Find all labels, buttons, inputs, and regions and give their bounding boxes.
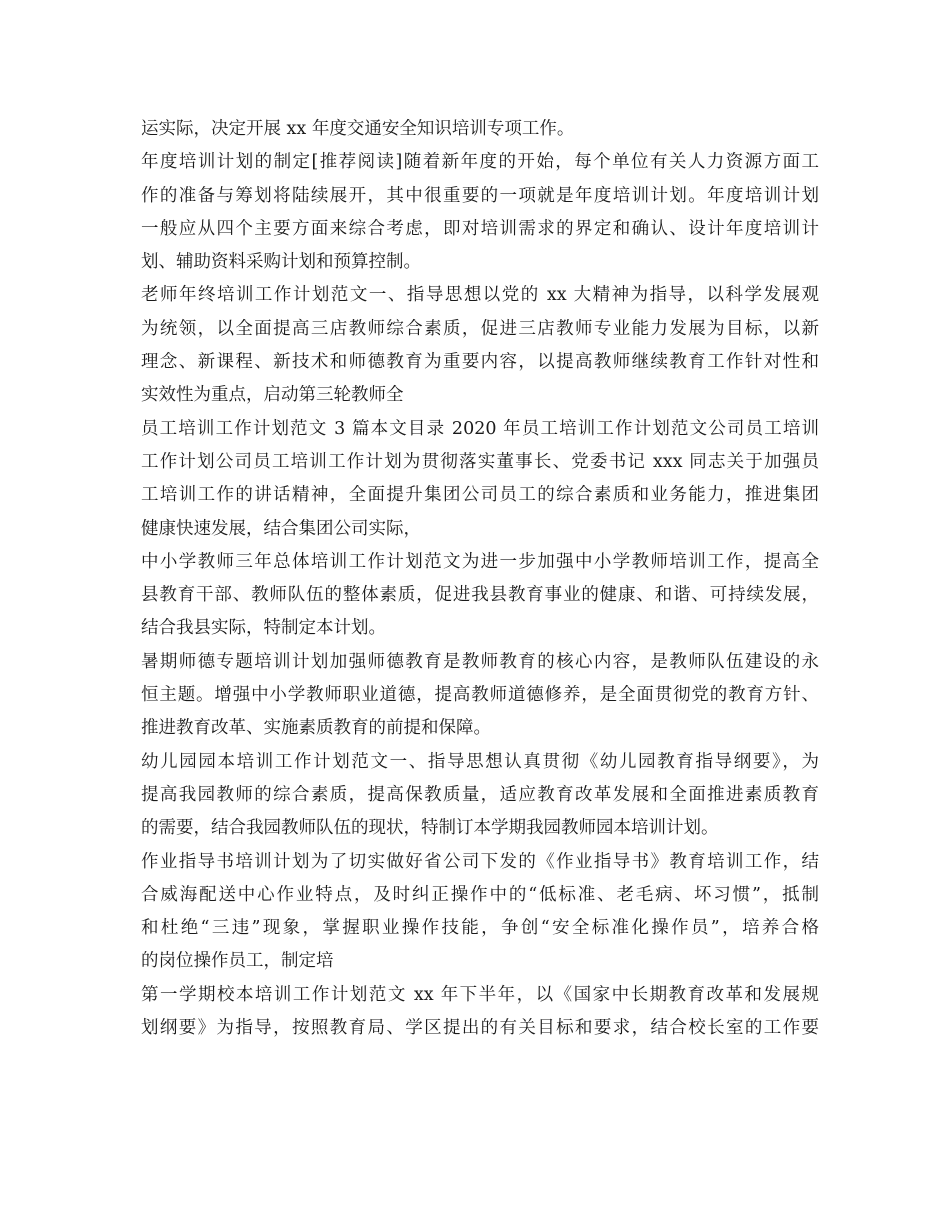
- text-line: 员工培训工作计划范文 3 篇本文目录 2020 年员工培训工作计划范文公司员工培训: [141, 418, 819, 439]
- text-line: 幼儿园园本培训工作计划范文一、指导思想认真贯彻《幼儿园教育指导纲要》，为: [141, 751, 819, 772]
- text-line: 暑期师德专题培训计划加强师德教育是教师教育的核心内容，是教师队伍建设的永: [141, 651, 819, 672]
- text-line: 县教育干部、教师队伍的整体素质，促进我县教育事业的健康、和谐、可持续发展，: [141, 585, 819, 606]
- text-line: 和杜绝“三违”现象，掌握职业操作技能，争创“安全标准化操作员”，培养合格: [141, 918, 819, 939]
- text-line: 为统领，以全面提高三店教师综合素质，促进三店教师专业能力发展为目标，以新: [141, 318, 819, 339]
- paragraph: [141, 979, 819, 1046]
- text-line: 工培训工作的讲话精神，全面提升集团公司员工的综合素质和业务能力，推进集团: [141, 485, 819, 506]
- text-line: 作业指导书培训计划为了切实做好省公司下发的《作业指导书》教育培训工作，结: [141, 851, 819, 872]
- text-line: 恒主题。增强中小学教师职业道德，提高教师道德修养，是全面贯彻党的教育方针、: [141, 685, 819, 706]
- paragraph: [141, 546, 819, 646]
- text-line: 实效性为重点，启动第三轮教师全: [141, 385, 404, 406]
- text-line: 老师年终培训工作计划范文一、指导思想以党的 xx 大精神为指导，以科学发展观: [141, 285, 819, 306]
- paragraph: [141, 279, 819, 412]
- paragraph: [141, 146, 819, 279]
- text-line: 年度培训计划的制定[推荐阅读]随着新年度的开始，每个单位有关人力资源方面工: [141, 152, 819, 173]
- text-line: 提高我园教师的综合素质，提高保教质量，适应教育改革发展和全面推进素质教育: [141, 784, 819, 805]
- text-line: 划、辅助资料采购计划和预算控制。: [141, 252, 421, 273]
- text-line: 一般应从四个主要方面来综合考虑，即对培训需求的界定和确认、设计年度培训计: [141, 218, 819, 239]
- text-line: 合威海配送中心作业特点，及时纠正操作中的“低标准、老毛病、坏习惯”，抵制: [141, 884, 819, 905]
- text-line: 理念、新课程、新技术和师德教育为重要内容，以提高教师继续教育工作针对性和: [141, 352, 819, 373]
- text-line: 工作计划公司员工培训工作计划为贯彻落实董事长、党委书记 xxx 同志关于加强员: [141, 451, 819, 472]
- text-line: 健康快速发展，结合集团公司实际，: [141, 518, 421, 539]
- text-line: 第一学期校本培训工作计划范文 xx 年下半年，以《国家中长期教育改革和发展规: [141, 984, 819, 1005]
- paragraph: [141, 646, 819, 746]
- text-line: 推进教育改革、实施素质教育的前提和保障。: [141, 718, 491, 739]
- text-line: 运实际，决定开展 xx 年度交通安全知识培训专项工作。: [141, 119, 575, 139]
- text-line: 结合我县实际，特制定本计划。: [141, 618, 386, 639]
- text-line: 作的准备与筹划将陆续展开，其中很重要的一项就是年度培训计划。年度培训计划: [141, 185, 819, 206]
- paragraph: [141, 413, 819, 546]
- paragraph: [141, 746, 819, 846]
- document-body: [141, 113, 819, 1045]
- text-line: 划纲要》为指导，按照教育局、学区提出的有关目标和要求，结合校长室的工作要: [141, 1018, 819, 1039]
- text-line: 的岗位操作员工，制定培: [141, 951, 334, 972]
- text-line: 中小学教师三年总体培训工作计划范文为进一步加强中小学教师培训工作，提高全: [141, 551, 819, 572]
- paragraph: [141, 113, 819, 146]
- paragraph: [141, 846, 819, 979]
- text-line: 的需要，结合我园教师队伍的现状，特制订本学期我园教师园本培训计划。: [141, 818, 719, 839]
